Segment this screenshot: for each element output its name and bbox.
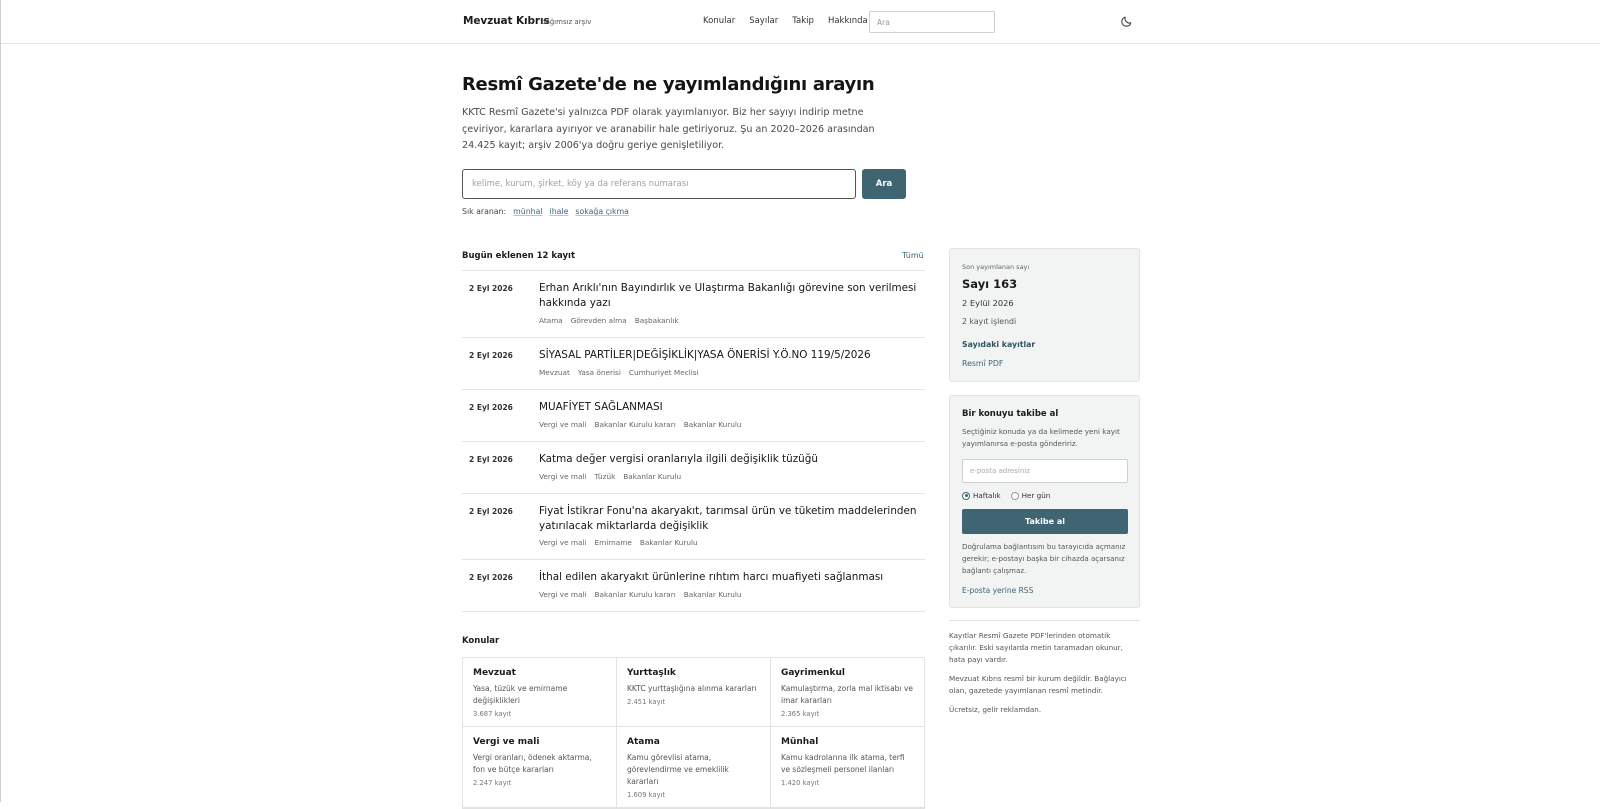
frequent-tag-sokaga-cikma[interactable]: sokağa çıkma (575, 207, 629, 216)
site-tagline: bağımsız arşiv (541, 18, 592, 26)
item-tag[interactable]: Bakanlar Kurulu (683, 590, 742, 599)
main-nav (703, 16, 868, 26)
topic-count: 2.247 kayıt (473, 779, 512, 787)
radio-weekly[interactable] (962, 491, 1001, 500)
item-tags (539, 368, 699, 377)
nav-hakkinda[interactable]: Hakkında (827, 16, 868, 26)
nav-takip[interactable]: Takip (792, 16, 814, 26)
topic-card[interactable] (617, 727, 771, 808)
latest-issue-processed: 2 kayıt işlendi (962, 317, 1017, 326)
side-notes (949, 630, 1140, 723)
follow-heading: Bir konuyu takibe al (962, 409, 1059, 419)
item-tags (539, 420, 742, 429)
topic-description: KKTC yurttaşlığına alınma kararları (627, 684, 757, 693)
list-item[interactable] (462, 494, 925, 560)
side-note: Ücretsiz, gelir reklamdan. (949, 705, 1042, 714)
topic-card[interactable] (617, 658, 771, 727)
latest-issue-date: 2 Eylül 2026 (962, 298, 1014, 308)
item-tag[interactable]: Bakanlar Kurulu (639, 538, 698, 547)
moon-icon[interactable] (1120, 15, 1133, 28)
list-item[interactable] (462, 442, 925, 494)
radio-weekly-label: Haftalık (973, 491, 1001, 500)
item-title[interactable]: İthal edilen akaryakıt ürünlerine rıhtım harcı muafiyeti sağlanması (539, 571, 884, 583)
latest-issue-number: Sayı 163 (962, 277, 1018, 291)
item-tag[interactable]: Bakanlar Kurulu (683, 420, 742, 429)
item-tag[interactable]: Bakanlar Kurulu kararı (594, 590, 676, 599)
topic-description: Kamu görevlisi atama, görevlendirme ve emeklilik kararları (627, 753, 729, 786)
top-bar (1, 0, 1600, 44)
radio-daily[interactable] (1011, 491, 1051, 500)
item-tag[interactable]: Vergi ve mali (539, 590, 587, 599)
list-item[interactable] (462, 390, 925, 442)
frequent-tag-ihale[interactable]: ihale (549, 207, 569, 216)
today-heading: Bugün eklenen 12 kayıt (462, 251, 576, 261)
topic-description: Kamu kadrolarına ilk atama, terfi ve sözleşmeli personel ilanları (781, 753, 905, 774)
topic-card[interactable] (463, 658, 617, 727)
follow-text: Seçtiğiniz konuda ya da kelimede yeni kayıt yayımlanırsa e-posta göndeririz. (962, 427, 1120, 448)
item-date: 2 Eyl 2026 (469, 455, 513, 464)
radio-selected-icon[interactable] (962, 492, 970, 500)
topic-card[interactable] (771, 658, 924, 727)
item-tag[interactable]: Atama (539, 316, 563, 325)
item-tags (539, 590, 742, 599)
topic-description: Kamulaştırma, zorla mal iktisabı ve imar kararları (781, 684, 913, 705)
item-tags (539, 316, 679, 325)
item-title[interactable]: MUAFİYET SAĞLANMASI (539, 401, 663, 413)
topic-name: Yurttaşlık (627, 668, 676, 678)
item-tag[interactable]: Cumhuriyet Meclisi (628, 368, 699, 377)
item-date: 2 Eyl 2026 (469, 403, 513, 412)
item-tag[interactable]: Vergi ve mali (539, 538, 587, 547)
topics-heading: Konular (462, 636, 500, 646)
list-item[interactable] (462, 560, 925, 612)
official-pdf-link[interactable]: Resmî PDF (962, 359, 1004, 368)
item-date: 2 Eyl 2026 (469, 351, 513, 360)
item-tag[interactable]: Vergi ve mali (539, 472, 587, 481)
side-note: Mevzuat Kıbrıs resmî bir kurum değildir. Bağlayıcı olan, gazetede yayımlanan resmî metindir. (949, 674, 1127, 695)
item-title[interactable]: Fiyat İstikrar Fonu'na akaryakıt, tarımsal ürün ve tüketim maddelerinden yatırılacak miktarlarda değişiklik (539, 505, 917, 532)
page-title: Resmî Gazete'de ne yayımlandığını arayın (462, 74, 875, 95)
item-title[interactable]: SİYASAL PARTİLER|DEĞİŞİKLİK|YASA ÖNERİSİ Y.Ö.NO 119/5/2026 (539, 349, 871, 361)
rss-link[interactable]: E-posta yerine RSS (962, 586, 1034, 595)
topic-count: 1.420 kayıt (781, 779, 820, 787)
topic-card[interactable] (771, 727, 924, 808)
frequent-searches (462, 207, 629, 216)
item-tag[interactable]: Başbakanlık (634, 316, 679, 325)
nav-sayilar[interactable]: Sayılar (749, 16, 779, 26)
radio-empty-icon[interactable] (1011, 492, 1019, 500)
topic-count: 1.609 kayıt (627, 791, 666, 799)
topic-name: Vergi ve mali (473, 737, 540, 747)
today-list (462, 270, 925, 612)
topic-name: Mevzuat (473, 668, 516, 678)
email-field[interactable] (962, 459, 1128, 483)
follow-card (949, 395, 1140, 608)
latest-issue-label: Son yayımlanan sayı (962, 263, 1030, 271)
header-search-input[interactable] (869, 11, 995, 33)
topic-name: Atama (627, 737, 660, 747)
item-tag[interactable]: Tüzük (594, 472, 616, 481)
site-logo[interactable]: Mevzuat Kıbrıs (463, 15, 550, 27)
item-tag[interactable]: Bakanlar Kurulu kararı (594, 420, 676, 429)
item-title[interactable]: Katma değer vergisi oranlarıyla ilgili değişiklik tüzüğü (539, 453, 818, 465)
item-tag[interactable]: Vergi ve mali (539, 420, 587, 429)
list-item[interactable] (462, 338, 925, 390)
item-tag[interactable]: Görevden alma (570, 316, 627, 325)
item-date: 2 Eyl 2026 (469, 573, 513, 582)
latest-issue-card (949, 248, 1140, 382)
item-tags (539, 538, 698, 547)
topic-count: 2.451 kayıt (627, 698, 666, 706)
item-tag[interactable]: Bakanlar Kurulu (623, 472, 682, 481)
follow-note: Doğrulama bağlantısını bu tarayıcıda açmanız gerekir; e-postayı başka bir cihazda açarsanız bağlantı çalışmaz. (962, 542, 1126, 575)
item-date: 2 Eyl 2026 (469, 284, 513, 293)
list-item[interactable] (462, 271, 925, 338)
topic-name: Gayrimenkul (781, 668, 845, 678)
topic-name: Münhal (781, 737, 819, 747)
item-tag[interactable]: Yasa önerisi (577, 368, 621, 377)
frequency-options (962, 491, 1050, 500)
divider (949, 620, 1140, 621)
topic-description: Vergi oranları, ödenek aktarma, fon ve bütçe kararları (473, 753, 592, 774)
item-date: 2 Eyl 2026 (469, 507, 513, 516)
main-search-button[interactable]: Ara (862, 169, 906, 199)
today-all-link[interactable]: Tümü (902, 251, 924, 260)
item-tag[interactable]: Mevzuat (539, 368, 570, 377)
item-title[interactable]: Erhan Arıklı'nın Bayındırlık ve Ulaştırma Bakanlığı görevine son verilmesi hakkında yazı (539, 282, 917, 309)
item-tags (539, 472, 681, 481)
page-description: KKTC Resmî Gazete'si yalnızca PDF olarak yayımlanıyor. Biz her sayıyı indirip metne çeviriyor, kararlara ayırıyor ve aranabilir hale getiriyoruz. Şu an 2020–2026 arasından 24.425 kayıt; arşiv 2006'ya doğru geriye genişletiliyor. (462, 107, 875, 151)
side-note: Kayıtlar Resmî Gazete PDF'lerinden otomatik çıkarılır. Eski sayılarda metin taramadan okunur, hata payı vardır. (949, 631, 1123, 664)
topic-count: 2.365 kayıt (781, 710, 820, 718)
item-tag[interactable]: Emirname (594, 538, 632, 547)
topics-grid (462, 657, 925, 809)
radio-daily-label: Her gün (1021, 491, 1051, 500)
topic-card[interactable] (463, 727, 617, 808)
follow-button[interactable]: Takibe al (962, 509, 1128, 534)
topic-description: Yasa, tüzük ve emirname değişiklikleri (473, 684, 568, 705)
frequent-label: Sık aranan: (462, 207, 507, 216)
issue-records-link[interactable]: Sayıdaki kayıtlar (962, 340, 1036, 349)
topic-count: 3.687 kayıt (473, 710, 512, 718)
frequent-tag-munhal[interactable]: münhal (513, 207, 543, 216)
nav-konular[interactable]: Konular (703, 16, 736, 26)
main-search-input[interactable] (462, 169, 856, 199)
